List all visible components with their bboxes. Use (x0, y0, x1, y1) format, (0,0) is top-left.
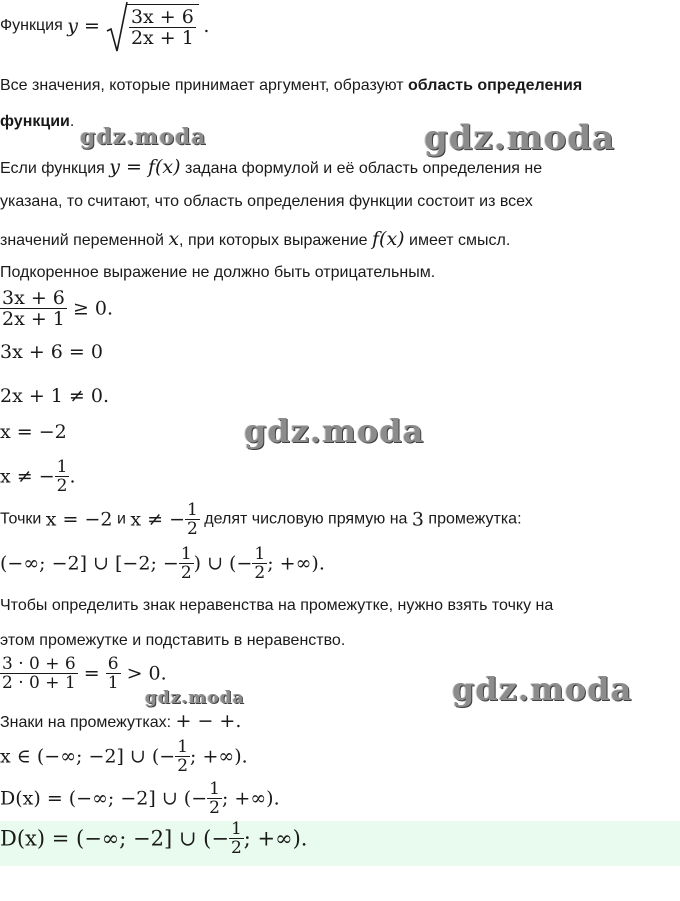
signs-line: Знаки на промежутках: + − +. (0, 710, 242, 732)
rule-math-1: y = f(x) (109, 156, 181, 178)
equation-1: 3x + 6 = 0 (0, 341, 103, 363)
radical-sign-icon (106, 1, 128, 53)
definition-line-2: функции. (0, 113, 75, 130)
definition-line-1: Все значения, которые принимает аргумент, образуют область определения (0, 77, 583, 94)
intro-line: Функция y = $\frac{3x + 6}{2x + 1}$ . (0, 4, 209, 48)
intro-numerator: 3x + 6 (130, 6, 194, 28)
points-line: Точки x = −2 и x ≠ − $\frac{1}{2}$ делят числовую прямую на 3 промежутка: (0, 500, 522, 539)
definition-bold: область определения (408, 77, 583, 94)
watermark-2: gdz.moda (424, 118, 616, 158)
domain-line: D(x) = (−∞; −2] ∪ (− $\frac{1}{2}$ ; +∞). (0, 779, 280, 818)
watermark-1: gdz.moda (80, 124, 207, 150)
solution-line: x ∈ (−∞; −2] ∪ (− $\frac{1}{2}$ ; +∞). (0, 737, 248, 776)
equation-3: x = −2 (0, 421, 67, 443)
inequality: $\frac{3x + 6}{2x + 1}$ ≥ 0. (2, 287, 114, 330)
watermark-4: gdz.moda (145, 688, 245, 708)
intro-y: y (67, 15, 78, 37)
equation-2: 2x + 1 ≠ 0. (0, 385, 110, 407)
test-note-line-2: этом промежутке и подставить в неравенство. (0, 632, 346, 649)
test-calculation: $\frac{3 \cdot 0 + 6}{2 \cdot 0 + 1}$ = $\frac{6}{1}$ > 0. (2, 654, 167, 693)
equation-4: x ≠ − $\frac{1}{2}$ . (0, 457, 76, 496)
intro-denominator: 2x + 1 (130, 27, 194, 49)
cropped-line (0, 62, 160, 68)
answer-line: D(x) = (−∞; −2] ∪ (− $\frac{1}{2}$ ; +∞). (0, 819, 308, 858)
watermark-3: gdz.moda (244, 412, 425, 450)
sqrt-expression (106, 4, 199, 48)
radicand-note: Подкоренное выражение не должно быть отрицательным. (0, 264, 436, 281)
intro-label: Функция (0, 17, 63, 34)
rule-line-3: значений переменной x, при которых выражение f(x) имеет смысл. (0, 228, 511, 250)
watermark-5: gdz.moda (452, 670, 633, 708)
rule-line-1: Если функция y = f(x) задана формулой и её область определения не (0, 156, 543, 178)
rule-line-2: указана, то считают, что область определения функции состоит из всех (0, 193, 533, 210)
test-note-line-1: Чтобы определить знак неравенства на промежутке, нужно взять точку на (0, 597, 554, 614)
intervals: (−∞; −2] ∪ [−2; − $\frac{1}{2}$ ) ∪ (− $\frac{1}{2}$ ; +∞). (0, 544, 325, 583)
